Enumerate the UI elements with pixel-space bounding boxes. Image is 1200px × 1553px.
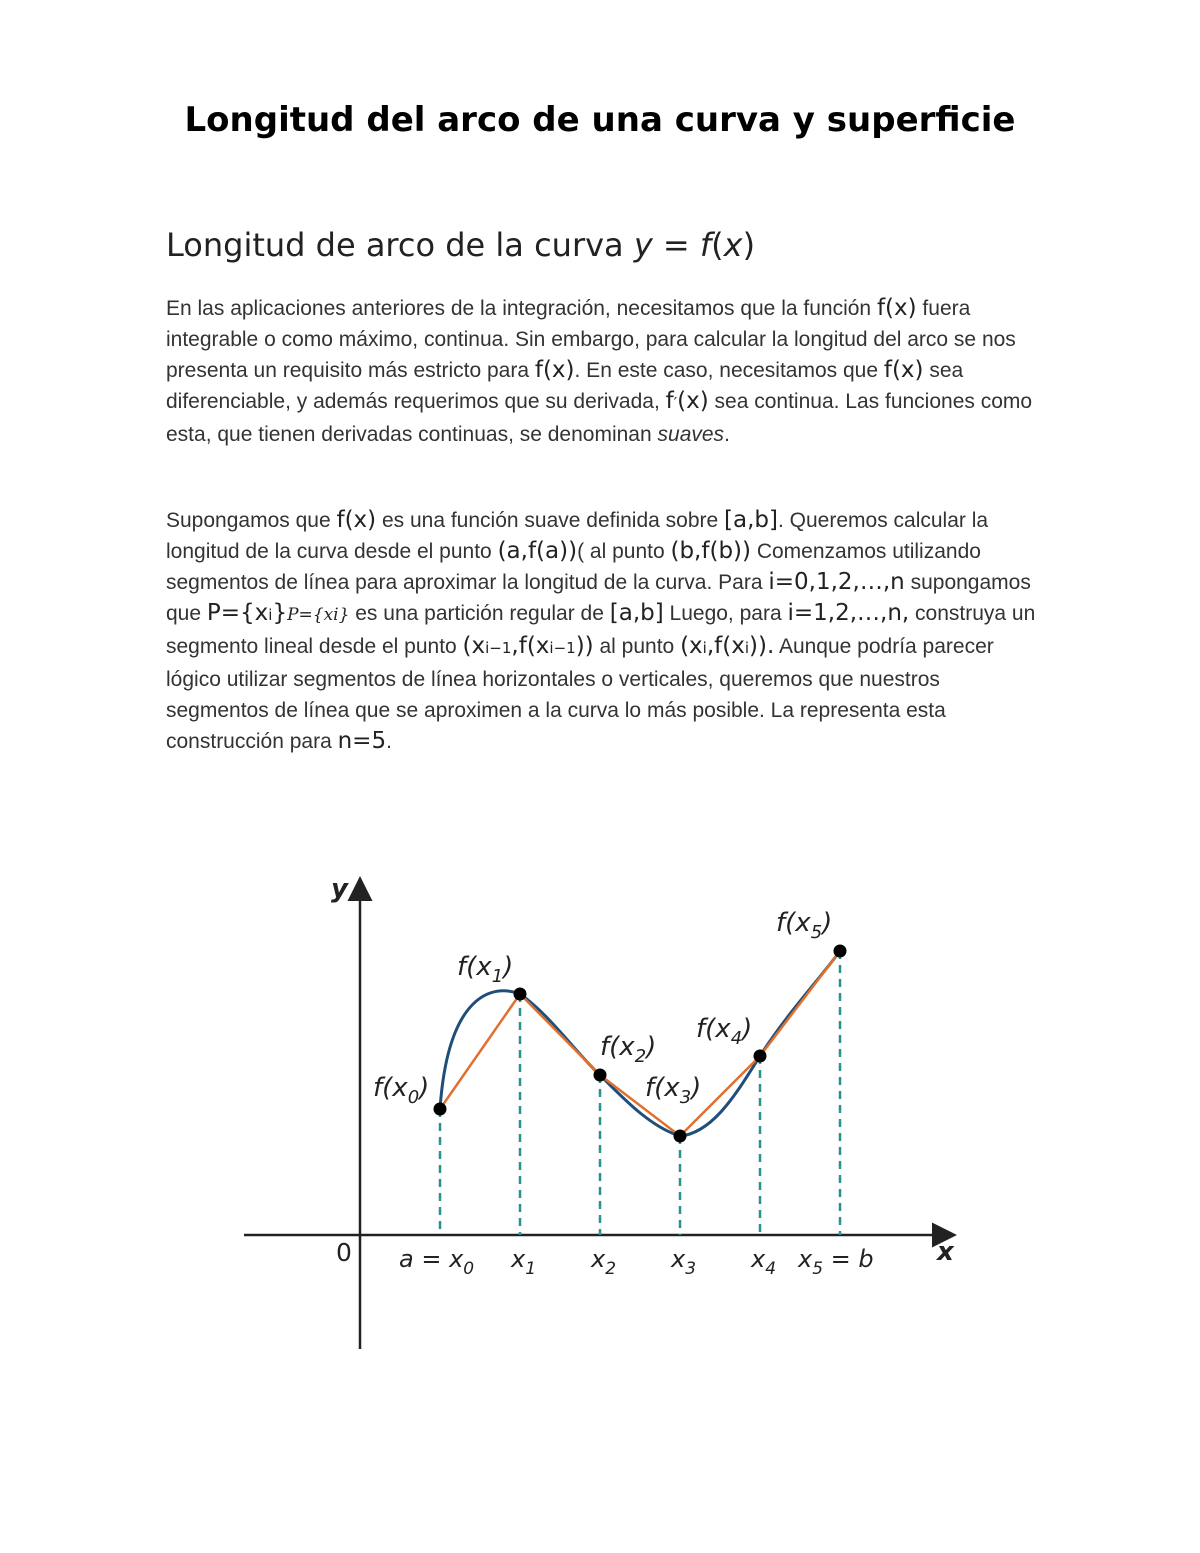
document-title: Longitud del arco de una curva y superficie [184,100,1016,140]
y-axis-label: y [331,874,348,904]
point-x3 [674,1130,687,1143]
point-x2 [594,1069,607,1082]
point-label-2: $f(x_2)$ [600,1032,657,1067]
paragraph-smoothness: En las aplicaciones anteriores de la integración, necesitamos que la función f(x) fuera integrable o como máximo, continua. Sin embargo, para calcular la longitud del arco se nos presenta un requisito más estricto para f(x). En este caso, necesitamos que f(x) sea diferenciable, y además requerimos que su derivada, f′(x) sea continua. Las funciones como esta, que tienen derivadas continuas, se denominan suaves. [166,295,1033,446]
point-x0 [434,1103,447,1116]
origin-label: 0 [336,1238,352,1267]
point-label-0: $f(x_0)$ [373,1073,430,1108]
tick-label-x3: $x_3$ [671,1245,697,1279]
section-heading: Longitud de arco de la curva y = f(x) [166,226,756,264]
point-x5 [834,945,847,958]
point-label-3: $f(x_3)$ [645,1073,702,1108]
arc-length-figure [230,865,970,1360]
tick-label-x0: $a = x_0$ [399,1245,475,1279]
point-label-1: $f(x_1)$ [457,952,514,987]
drop-lines [440,951,840,1235]
point-label-4: $f(x_4)$ [696,1014,753,1049]
tick-label-x5: $x_5 = b$ [798,1245,874,1279]
tick-label-x2: $x_2$ [591,1245,617,1279]
point-x4 [754,1050,767,1063]
point-label-5: $f(x_5)$ [776,908,833,943]
x-axis-label: x [937,1237,954,1267]
paragraph-partition: Supongamos que f(x) es una función suave definida sobre [a,b]. Queremos calcular la longitud de la curva desde el punto (a,f(a))( al punto (b,f(b)) Comenzamos utilizando segmentos de línea para aproximar la longitud de la curva. Para i=0,1,2,…,n supongamos que P={xi}P={xi} es una partición regular de [a,b] Luego, para i=1,2,…,n, construya un segmento lineal desde el punto (xi−1,f(xi−1)) al punto (xi,f(xi)). Aunque podría parecer lógico utilizar segmentos de línea horizontales o verticales, queremos que nuestros segmentos de línea que se aproximen a la curva lo más posible. La representa esta construcción para n=5. [166,507,1036,754]
point-x1 [514,988,527,1001]
tick-label-x1: $x_1$ [511,1245,537,1279]
tick-label-x4: $x_4$ [751,1245,777,1279]
